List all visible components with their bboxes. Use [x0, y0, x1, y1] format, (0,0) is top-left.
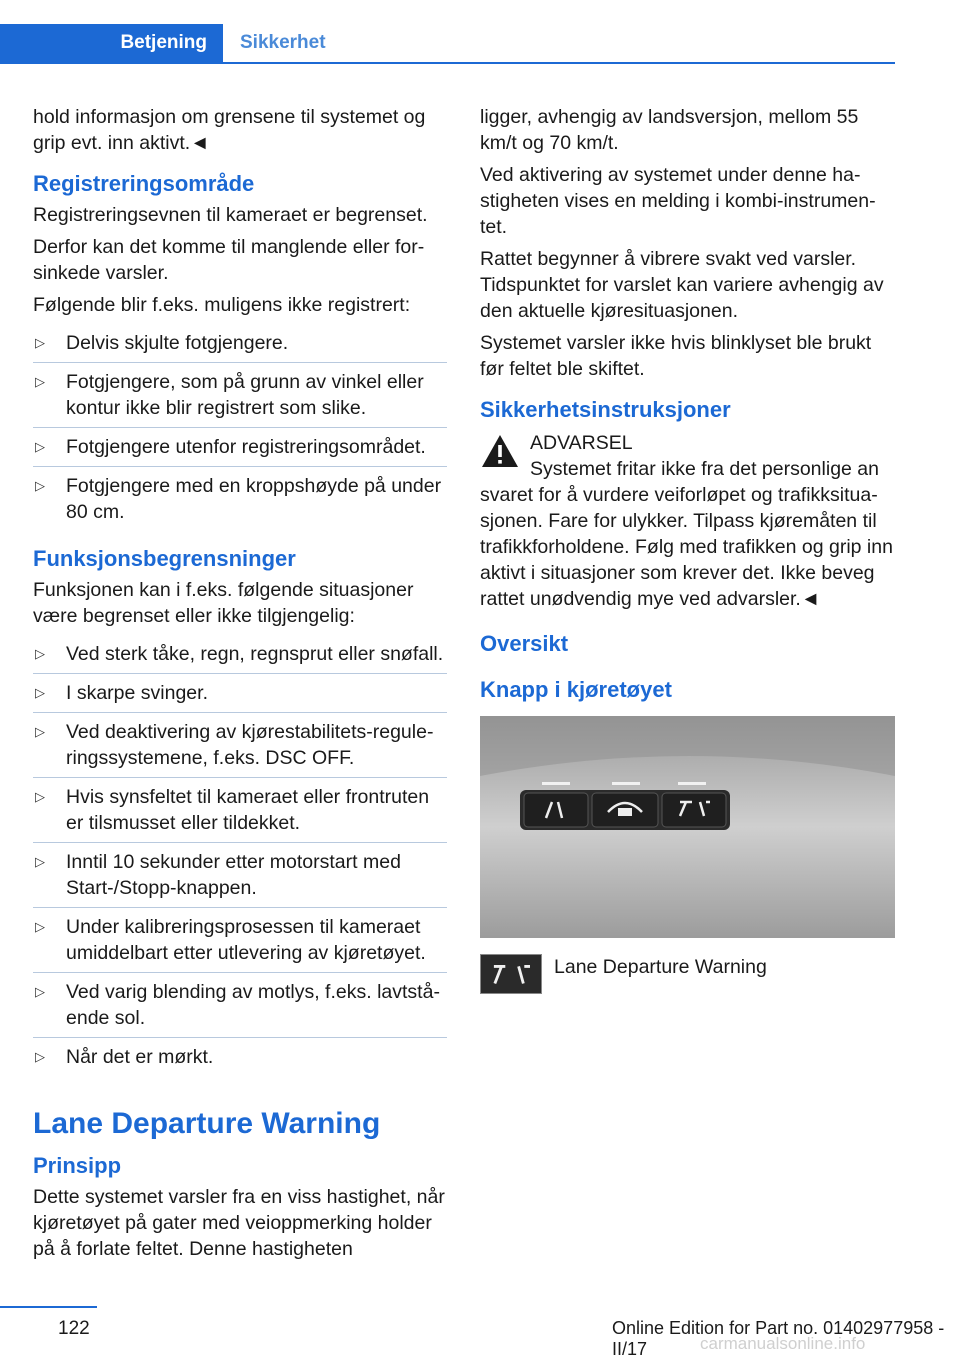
- triangle-bullet-icon: ▷: [35, 478, 45, 493]
- speed-paragraph: ligger, avhengig av landsversjon, mellom 55 km/t og 70 km/t.: [480, 106, 859, 154]
- button-panel-photo: [480, 716, 895, 938]
- section-funksjonsbegrensninger-title: Funksjonsbegrensninger: [33, 546, 296, 571]
- warning-text-first: Systemet fritar ikke fra det personlige an: [530, 458, 879, 480]
- subsection-button-title: Knapp i kjøretøyet: [480, 677, 672, 702]
- list-item: ▷ Fotgjengere med en kroppshøyde på under 80 cm.: [35, 475, 442, 523]
- triangle-bullet-icon: ▷: [35, 646, 45, 661]
- triangle-bullet-icon: ▷: [35, 789, 45, 804]
- triangle-bullet-icon: ▷: [35, 919, 45, 934]
- watermark-text: carmanualsonline.info: [700, 1334, 866, 1353]
- list-item: ▷ Hvis synsfeltet til kameraet eller frontruten er tilsmusset eller tildekket.: [33, 778, 447, 843]
- list-item: ▷ I skarpe svinger.: [33, 674, 447, 713]
- tab-betjening[interactable]: Betjening: [0, 24, 223, 62]
- section-safety-title: Sikkerhetsinstruksjoner: [480, 397, 731, 422]
- list-item: ▷ Fotgjengere utenfor registreringsområdet.: [33, 428, 447, 467]
- section1-paragraph-2: Derfor kan det komme til manglende eller forsinkede varsler.: [33, 236, 425, 284]
- button-legend-label: Lane Departure Warning: [554, 956, 767, 978]
- vibration-paragraph: Rattet begynner å vibrere svakt ved varsler. Tidspunktet for varslet kan variere avhengig av den aktuelle kjøresituasjonen.: [480, 248, 884, 322]
- section-prinsipp-title: Prinsipp: [33, 1153, 122, 1178]
- triangle-bullet-icon: ▷: [35, 1049, 45, 1064]
- list-item: ▷ Under kalibreringsprosessen til kameraet umiddelbart etter utlevering av kjøretøyet.: [33, 908, 447, 973]
- triangle-bullet-icon: ▷: [35, 984, 45, 999]
- warning-block: [480, 430, 894, 482]
- header-tabbar: [0, 24, 895, 64]
- triangle-bullet-icon: ▷: [35, 685, 45, 700]
- list-item: ▷ Ved sterk tåke, regn, regnsprut eller snøfall.: [33, 635, 447, 674]
- left-column: [33, 104, 447, 1268]
- triangle-bullet-icon: ▷: [35, 439, 45, 454]
- intro-paragraph: hold informasjon om grensene til systemet og grip evt. inn aktivt.◄: [33, 106, 426, 154]
- activation-paragraph: Ved aktivering av systemet under denne hastigheten vises en melding i kombi-instrumentet.: [480, 164, 876, 238]
- page-number: 122: [58, 1318, 90, 1339]
- turn-signal-paragraph: Systemet varsler ikke hvis blinklyset ble brukt før feltet ble skiftet.: [480, 332, 872, 380]
- list-limitations: [33, 635, 447, 1076]
- list-item: ▷ Inntil 10 sekunder etter motorstart med Start-/Stopp-knappen.: [33, 843, 447, 908]
- section1-paragraph-1: Registreringsevnen til kameraet er begrenset.: [33, 204, 428, 226]
- list-item: ▷ Ved deaktivering av kjørestabilitets-reguleringssystemene, f.eks. DSC OFF.: [33, 713, 447, 778]
- right-column: [480, 104, 894, 996]
- warning-label: ADVARSEL: [530, 432, 633, 454]
- warning-triangle-icon: [480, 433, 520, 469]
- list-item: ▷ Når det er mørkt.: [35, 1046, 214, 1068]
- edition-text: Online Edition for Part no. 01402977958 - II/17: [612, 1318, 945, 1359]
- list-item: ▷ Delvis skjulte fotgjengere.: [33, 324, 447, 363]
- list-item: ▷ Fotgjengere, som på grunn av vinkel eller kontur ikke blir registrert som slike.: [33, 363, 447, 428]
- triangle-bullet-icon: ▷: [35, 724, 45, 739]
- triangle-bullet-icon: ▷: [35, 335, 45, 350]
- lane-departure-button-icon: [480, 954, 542, 994]
- chapter-title: Lane Departure Warning: [33, 1107, 381, 1140]
- button-legend-row: [480, 954, 894, 996]
- triangle-bullet-icon: ▷: [35, 374, 45, 389]
- list-item: ▷ Ved varig blending av motlys, f.eks. lavtstående sol.: [33, 973, 447, 1038]
- section-overview-title: Oversikt: [480, 631, 569, 656]
- section2-paragraph-1: Funksjonen kan i f.eks. følgende situasjoner være begrenset eller ikke tilgjengelig:: [33, 579, 414, 627]
- page-number-rule: [0, 1306, 97, 1308]
- warning-text-rest: svaret for å vurdere veiforløpet og trafikksituasjonen. Fare for ulykker. Tilpass kjøremåten til trafikkforholdene. Følg med trafikken og grip inn aktivt i situasjoner som krever det. Ikke beveg rattet unødvendig mye ved advarsler.◄: [480, 484, 893, 610]
- section-registreringsomrade-title: Registreringsområde: [33, 171, 255, 196]
- section3-paragraph-1: Dette systemet varsler fra en viss hastighet, når kjøretøyet på gater med veioppmerking holder på å forlate feltet. Denne hastigheten: [33, 1186, 445, 1260]
- tab-sikkerhet[interactable]: Sikkerhet: [240, 32, 326, 53]
- triangle-bullet-icon: ▷: [35, 854, 45, 869]
- list-not-detected: [33, 324, 447, 531]
- section1-paragraph-3: Følgende blir f.eks. muligens ikke registrert:: [33, 294, 411, 316]
